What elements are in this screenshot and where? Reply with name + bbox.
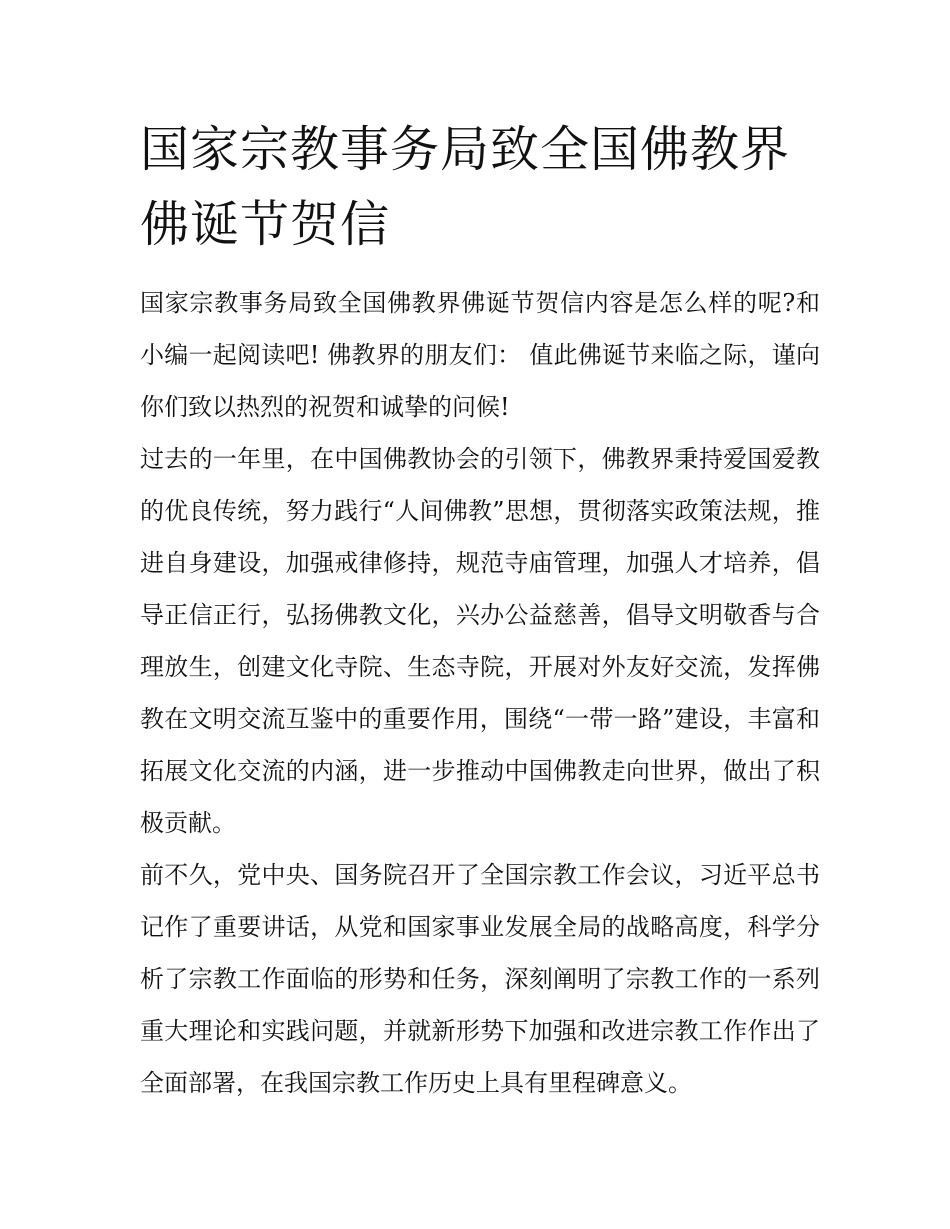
document-title: 国家宗教事务局致全国佛教界佛诞节贺信 bbox=[140, 121, 791, 253]
paragraph-conference: 前不久，党中央、国务院召开了全国宗教工作会议，习近平总书记作了重要讲话，从党和国家事业发展全局的战略高度，科学分析了宗教工作面临的形势和任务，深刻阐明了宗教工作的一系列重大理论和实践问题，并就新形势下加强和改进宗教工作作出了全面部署，在我国宗教工作历史上具有里程碑意义。 bbox=[140, 861, 820, 1097]
document-body bbox=[140, 277, 820, 1109]
paragraph-past-year: 过去的一年里，在中国佛教协会的引领下，佛教界秉持爱国爱教的优良传统，努力践行“人间佛教”思想，贯彻落实政策法规，推进自身建设，加强戒律修持，规范寺庙管理，加强人才培养，倡导正信正行，弘扬佛教文化，兴办公益慈善，倡导文明敬香与合理放生，创建文化寺院、生态寺院，开展对外友好交流，发挥佛教在文明交流互鉴中的重要作用，围绕“一带一路”建设，丰富和拓展文化交流的内涵，进一步推动中国佛教走向世界，做出了积极贡献。 bbox=[140, 445, 820, 837]
paragraph-intro: 国家宗教事务局致全国佛教界佛诞节贺信内容是怎么样的呢?和小编一起阅读吧! 佛教界的朋友们： 值此佛诞节来临之际，谨向你们致以热烈的祝贺和诚挚的问候! bbox=[140, 289, 820, 421]
